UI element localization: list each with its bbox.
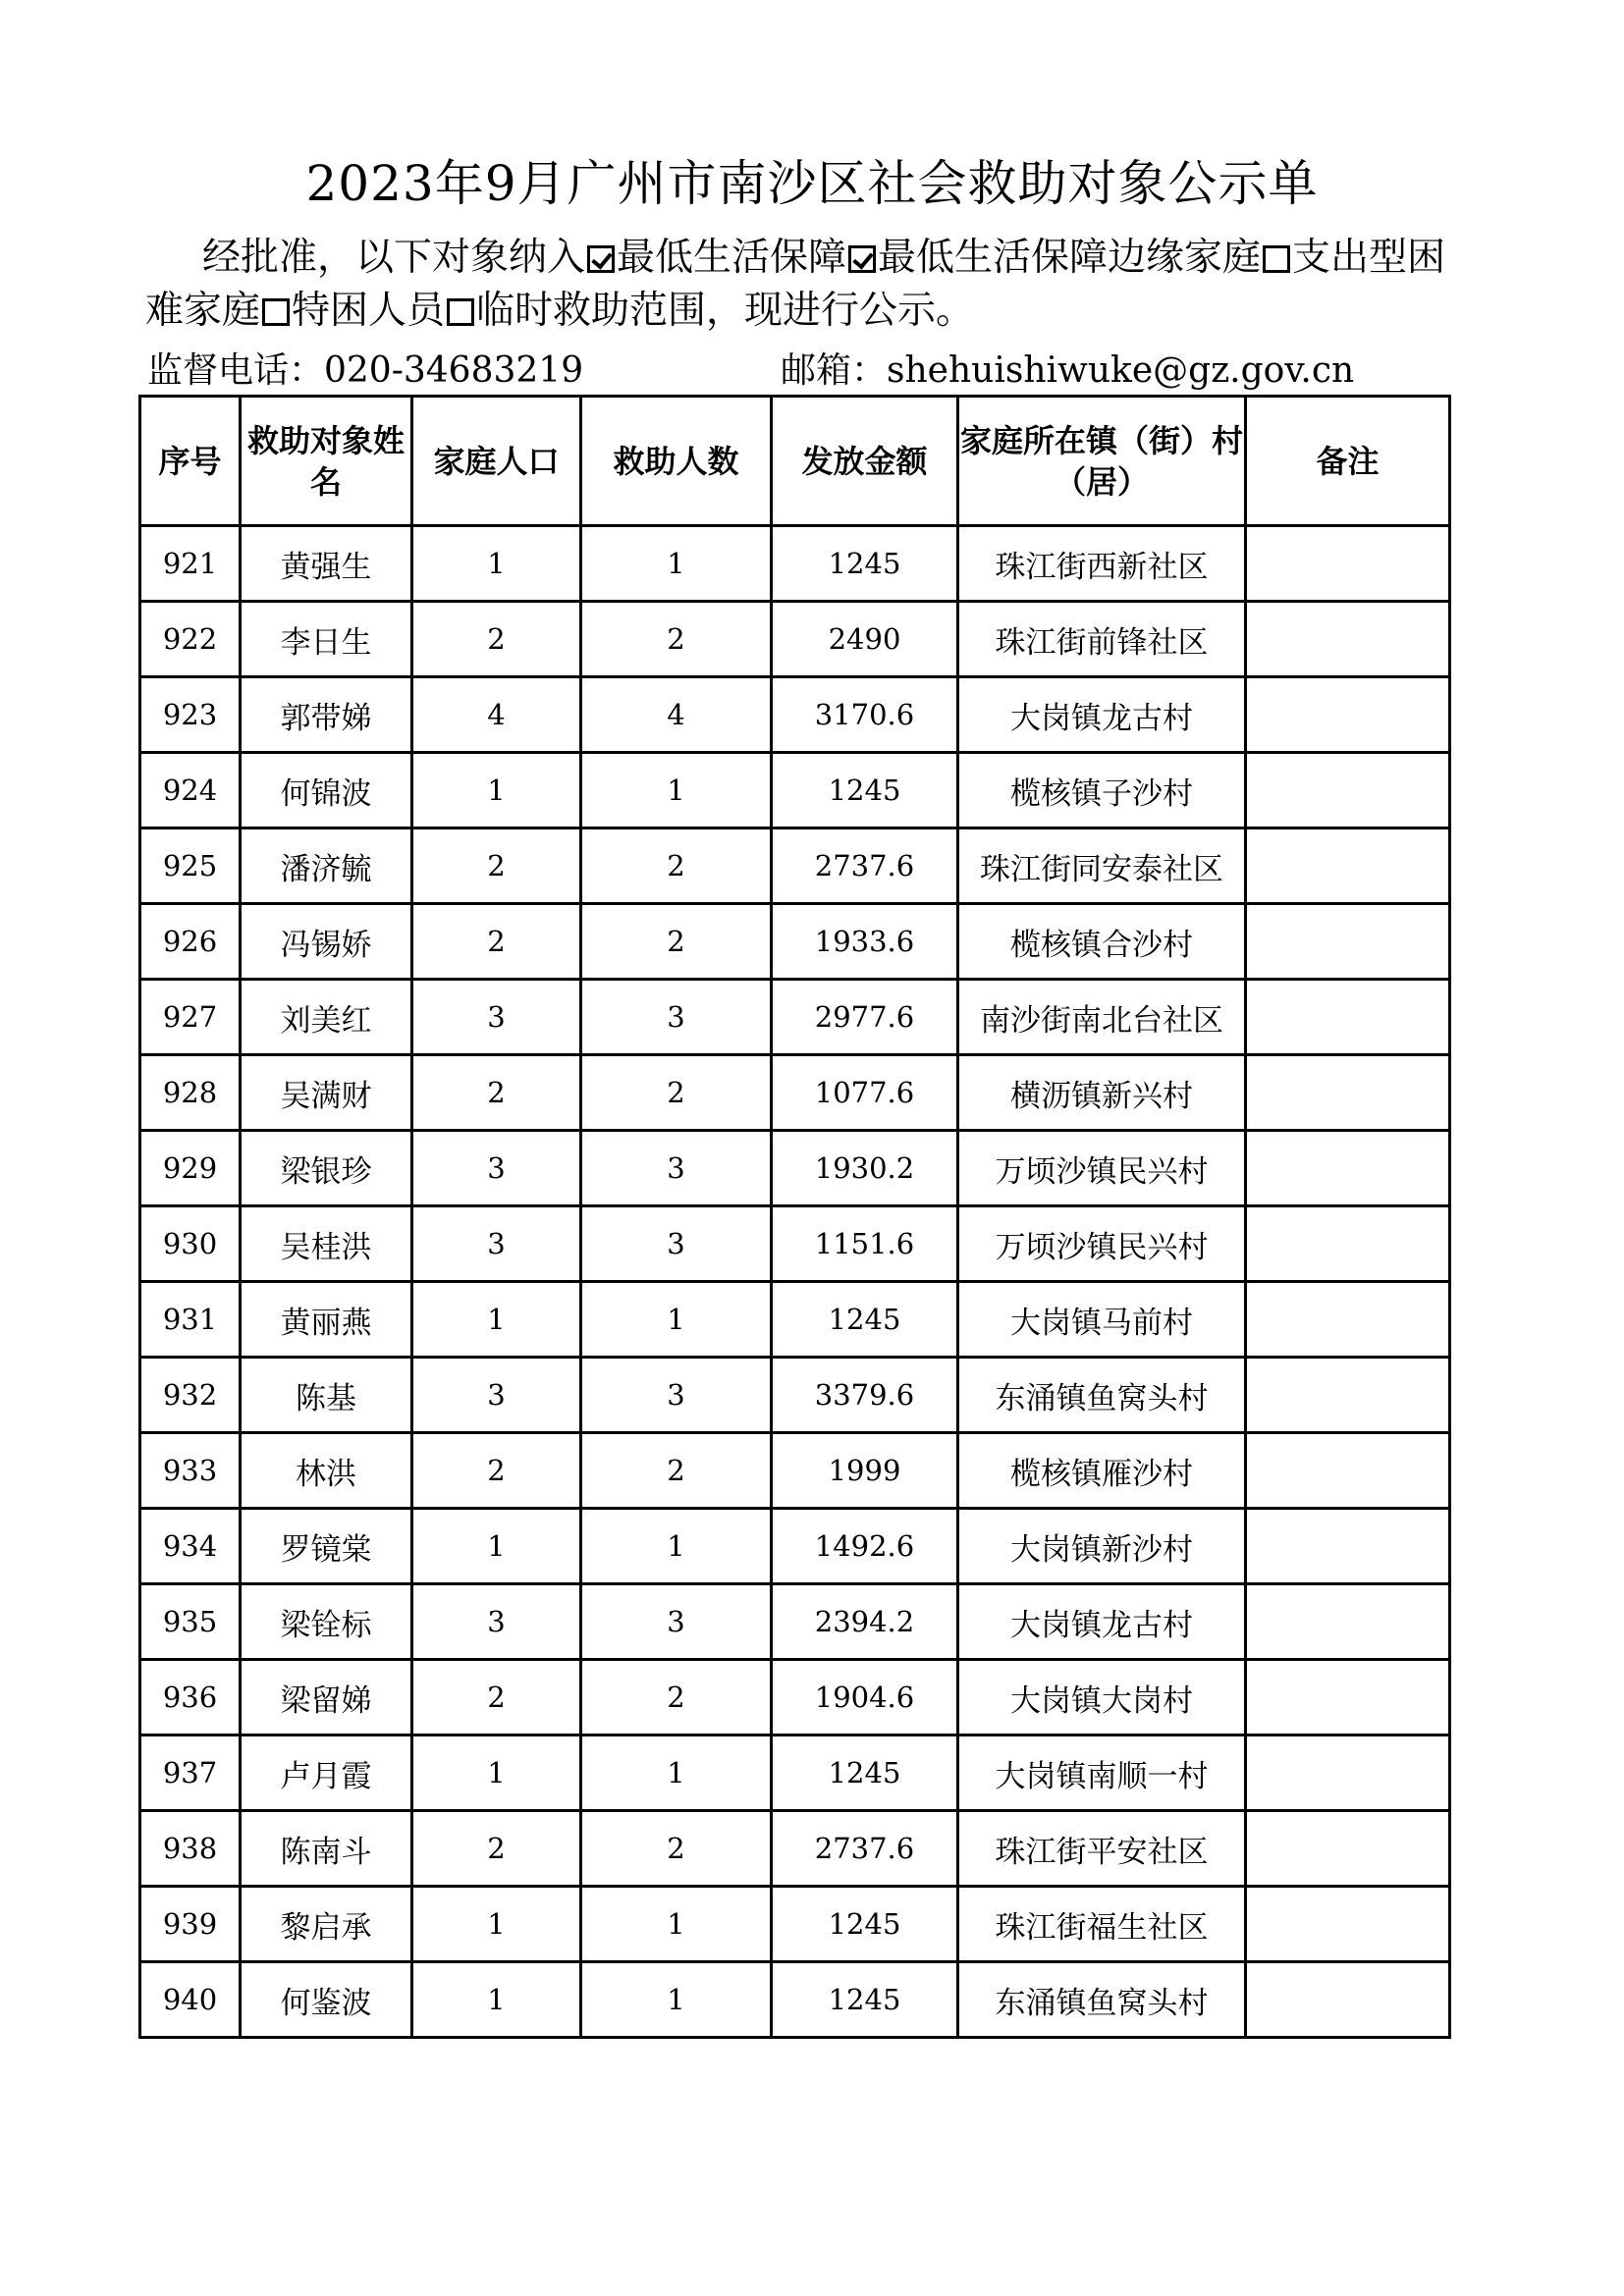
cell-recipient-name: 黎启承 bbox=[241, 1887, 412, 1962]
cell-amount: 1999 bbox=[772, 1433, 958, 1509]
cell-aided-count: 1 bbox=[581, 1735, 772, 1811]
cell-aided-count: 2 bbox=[581, 1433, 772, 1509]
cell-recipient-name: 陈基 bbox=[241, 1358, 412, 1433]
table-row bbox=[140, 904, 1450, 980]
cell-aided-count: 3 bbox=[581, 1206, 772, 1282]
cell-serial-number: 940 bbox=[140, 1962, 241, 2038]
cell-amount: 3170.6 bbox=[772, 677, 958, 753]
header-recipient-name: 救助对象姓名 bbox=[241, 397, 412, 526]
contact-email: 邮箱：shehuishiwuke@gz.gov.cn bbox=[781, 350, 1355, 391]
option-label-marginal: 最低生活保障边缘家庭 bbox=[878, 236, 1262, 280]
cell-location: 东涌镇鱼窝头村 bbox=[958, 1962, 1246, 2038]
header-amount: 发放金额 bbox=[772, 397, 958, 526]
header-household-size: 家庭人口 bbox=[412, 397, 581, 526]
cell-location: 大岗镇新沙村 bbox=[958, 1509, 1246, 1584]
cell-location: 万顷沙镇民兴村 bbox=[958, 1206, 1246, 1282]
cell-aided-count: 2 bbox=[581, 1055, 772, 1131]
intro-prefix: 经批准，以下对象纳入 bbox=[202, 236, 586, 280]
table-row bbox=[140, 677, 1450, 753]
cell-household-size: 1 bbox=[412, 753, 581, 828]
cell-location: 东涌镇鱼窝头村 bbox=[958, 1358, 1246, 1433]
cell-location: 榄核镇子沙村 bbox=[958, 753, 1246, 828]
cell-recipient-name: 李日生 bbox=[241, 602, 412, 677]
cell-aided-count: 1 bbox=[581, 1962, 772, 2038]
table-row bbox=[140, 1735, 1450, 1811]
cell-aided-count: 1 bbox=[581, 526, 772, 602]
cell-remarks bbox=[1246, 904, 1450, 980]
cell-remarks bbox=[1246, 1811, 1450, 1887]
cell-household-size: 2 bbox=[412, 1660, 581, 1735]
cell-amount: 2737.6 bbox=[772, 828, 958, 904]
cell-location: 南沙街南北台社区 bbox=[958, 980, 1246, 1055]
cell-aided-count: 1 bbox=[581, 1282, 772, 1358]
cell-location: 大岗镇大岗村 bbox=[958, 1660, 1246, 1735]
cell-amount: 1151.6 bbox=[772, 1206, 958, 1282]
cell-recipient-name: 梁留娣 bbox=[241, 1660, 412, 1735]
cell-serial-number: 930 bbox=[140, 1206, 241, 1282]
cell-household-size: 1 bbox=[412, 1509, 581, 1584]
cell-household-size: 3 bbox=[412, 1131, 581, 1206]
cell-household-size: 2 bbox=[412, 828, 581, 904]
cell-remarks bbox=[1246, 1887, 1450, 1962]
table-row bbox=[140, 1887, 1450, 1962]
table-row bbox=[140, 1206, 1450, 1282]
cell-household-size: 3 bbox=[412, 1584, 581, 1660]
cell-recipient-name: 梁银珍 bbox=[241, 1131, 412, 1206]
cell-location: 大岗镇龙古村 bbox=[958, 1584, 1246, 1660]
table-row bbox=[140, 526, 1450, 602]
cell-aided-count: 2 bbox=[581, 1811, 772, 1887]
table-row bbox=[140, 828, 1450, 904]
table-row bbox=[140, 1660, 1450, 1735]
cell-aided-count: 1 bbox=[581, 1887, 772, 1962]
table-row bbox=[140, 1433, 1450, 1509]
cell-location: 大岗镇龙古村 bbox=[958, 677, 1246, 753]
cell-recipient-name: 梁铨标 bbox=[241, 1584, 412, 1660]
cell-location: 珠江街西新社区 bbox=[958, 526, 1246, 602]
cell-remarks bbox=[1246, 1584, 1450, 1660]
cell-serial-number: 939 bbox=[140, 1887, 241, 1962]
table-body bbox=[140, 526, 1450, 2038]
checkbox-icon bbox=[848, 245, 876, 273]
cell-amount: 1245 bbox=[772, 526, 958, 602]
cell-location: 榄核镇合沙村 bbox=[958, 904, 1246, 980]
cell-recipient-name: 何锦波 bbox=[241, 753, 412, 828]
cell-household-size: 1 bbox=[412, 1887, 581, 1962]
table-row bbox=[140, 1131, 1450, 1206]
cell-location: 珠江街同安泰社区 bbox=[958, 828, 1246, 904]
page-title: 2023年9月广州市南沙区社会救助对象公示单 bbox=[305, 155, 1319, 212]
cell-amount: 1245 bbox=[772, 1735, 958, 1811]
table-row bbox=[140, 1509, 1450, 1584]
cell-household-size: 1 bbox=[412, 526, 581, 602]
table-row bbox=[140, 1584, 1450, 1660]
recipient-table bbox=[138, 395, 1451, 2039]
cell-household-size: 1 bbox=[412, 1962, 581, 2038]
cell-household-size: 4 bbox=[412, 677, 581, 753]
cell-household-size: 1 bbox=[412, 1735, 581, 1811]
supervision-phone: 监督电话：020-34683219 bbox=[147, 350, 584, 391]
cell-recipient-name: 刘美红 bbox=[241, 980, 412, 1055]
cell-recipient-name: 陈南斗 bbox=[241, 1811, 412, 1887]
cell-serial-number: 938 bbox=[140, 1811, 241, 1887]
cell-remarks bbox=[1246, 1055, 1450, 1131]
cell-serial-number: 931 bbox=[140, 1282, 241, 1358]
cell-amount: 2977.6 bbox=[772, 980, 958, 1055]
cell-recipient-name: 吴满财 bbox=[241, 1055, 412, 1131]
cell-household-size: 2 bbox=[412, 904, 581, 980]
table-row bbox=[140, 1358, 1450, 1433]
cell-serial-number: 936 bbox=[140, 1660, 241, 1735]
cell-serial-number: 932 bbox=[140, 1358, 241, 1433]
table-row bbox=[140, 1811, 1450, 1887]
cell-serial-number: 921 bbox=[140, 526, 241, 602]
cell-amount: 1245 bbox=[772, 1962, 958, 2038]
option-label-subsistence: 最低生活保障 bbox=[617, 236, 847, 280]
cell-remarks bbox=[1246, 1509, 1450, 1584]
cell-remarks bbox=[1246, 677, 1450, 753]
cell-aided-count: 1 bbox=[581, 1509, 772, 1584]
cell-remarks bbox=[1246, 753, 1450, 828]
option-label-temporary: 临时救助 bbox=[476, 289, 630, 333]
cell-location: 大岗镇南顺一村 bbox=[958, 1735, 1246, 1811]
cell-serial-number: 937 bbox=[140, 1735, 241, 1811]
cell-amount: 1904.6 bbox=[772, 1660, 958, 1735]
cell-remarks bbox=[1246, 1433, 1450, 1509]
cell-recipient-name: 吴桂洪 bbox=[241, 1206, 412, 1282]
cell-aided-count: 2 bbox=[581, 904, 772, 980]
table-row bbox=[140, 1962, 1450, 2038]
cell-aided-count: 2 bbox=[581, 602, 772, 677]
cell-household-size: 1 bbox=[412, 1282, 581, 1358]
cell-serial-number: 935 bbox=[140, 1584, 241, 1660]
cell-aided-count: 2 bbox=[581, 1660, 772, 1735]
cell-aided-count: 3 bbox=[581, 1358, 772, 1433]
cell-household-size: 2 bbox=[412, 1811, 581, 1887]
cell-amount: 2394.2 bbox=[772, 1584, 958, 1660]
checkbox-icon bbox=[587, 245, 615, 273]
cell-amount: 3379.6 bbox=[772, 1358, 958, 1433]
cell-serial-number: 925 bbox=[140, 828, 241, 904]
cell-location: 珠江街福生社区 bbox=[958, 1887, 1246, 1962]
cell-recipient-name: 林洪 bbox=[241, 1433, 412, 1509]
cell-remarks bbox=[1246, 1206, 1450, 1282]
cell-serial-number: 928 bbox=[140, 1055, 241, 1131]
cell-amount: 1077.6 bbox=[772, 1055, 958, 1131]
cell-household-size: 2 bbox=[412, 1433, 581, 1509]
cell-amount: 1245 bbox=[772, 1887, 958, 1962]
cell-remarks bbox=[1246, 526, 1450, 602]
header-location: 家庭所在镇（街）村（居） bbox=[958, 397, 1246, 526]
header-remarks: 备注 bbox=[1246, 397, 1450, 526]
cell-household-size: 3 bbox=[412, 980, 581, 1055]
cell-aided-count: 4 bbox=[581, 677, 772, 753]
checkbox-icon bbox=[1263, 245, 1290, 273]
cell-amount: 1245 bbox=[772, 1282, 958, 1358]
option-label-extreme-poverty: 特困人员 bbox=[292, 289, 446, 333]
header-serial-number: 序号 bbox=[140, 397, 241, 526]
cell-aided-count: 3 bbox=[581, 980, 772, 1055]
cell-aided-count: 3 bbox=[581, 1131, 772, 1206]
cell-household-size: 2 bbox=[412, 602, 581, 677]
cell-household-size: 2 bbox=[412, 1055, 581, 1131]
table-header-row bbox=[140, 397, 1450, 526]
intro-paragraph bbox=[145, 232, 1461, 338]
cell-remarks bbox=[1246, 1358, 1450, 1433]
table-row bbox=[140, 753, 1450, 828]
cell-recipient-name: 何鉴波 bbox=[241, 1962, 412, 2038]
cell-recipient-name: 卢月霞 bbox=[241, 1735, 412, 1811]
cell-household-size: 3 bbox=[412, 1358, 581, 1433]
cell-remarks bbox=[1246, 980, 1450, 1055]
checkbox-icon bbox=[262, 298, 290, 326]
cell-serial-number: 927 bbox=[140, 980, 241, 1055]
checkbox-icon bbox=[447, 298, 474, 326]
cell-location: 横沥镇新兴村 bbox=[958, 1055, 1246, 1131]
cell-remarks bbox=[1246, 1660, 1450, 1735]
option-label-expenditure: 支出型困难家庭 bbox=[145, 236, 1446, 333]
cell-remarks bbox=[1246, 602, 1450, 677]
cell-aided-count: 2 bbox=[581, 828, 772, 904]
cell-amount: 1245 bbox=[772, 753, 958, 828]
intro-suffix: 范围，现进行公示。 bbox=[629, 289, 975, 333]
cell-location: 珠江街平安社区 bbox=[958, 1811, 1246, 1887]
cell-amount: 2737.6 bbox=[772, 1811, 958, 1887]
cell-recipient-name: 黄丽燕 bbox=[241, 1282, 412, 1358]
cell-serial-number: 924 bbox=[140, 753, 241, 828]
table-row bbox=[140, 980, 1450, 1055]
cell-serial-number: 929 bbox=[140, 1131, 241, 1206]
cell-serial-number: 922 bbox=[140, 602, 241, 677]
cell-remarks bbox=[1246, 1735, 1450, 1811]
cell-remarks bbox=[1246, 1131, 1450, 1206]
cell-serial-number: 933 bbox=[140, 1433, 241, 1509]
cell-aided-count: 1 bbox=[581, 753, 772, 828]
cell-aided-count: 3 bbox=[581, 1584, 772, 1660]
cell-amount: 1492.6 bbox=[772, 1509, 958, 1584]
table-row bbox=[140, 1055, 1450, 1131]
cell-remarks bbox=[1246, 828, 1450, 904]
cell-location: 榄核镇雁沙村 bbox=[958, 1433, 1246, 1509]
cell-location: 大岗镇马前村 bbox=[958, 1282, 1246, 1358]
cell-serial-number: 934 bbox=[140, 1509, 241, 1584]
cell-recipient-name: 黄强生 bbox=[241, 526, 412, 602]
table-row bbox=[140, 602, 1450, 677]
header-aided-count: 救助人数 bbox=[581, 397, 772, 526]
cell-amount: 1933.6 bbox=[772, 904, 958, 980]
cell-location: 珠江街前锋社区 bbox=[958, 602, 1246, 677]
cell-recipient-name: 冯锡娇 bbox=[241, 904, 412, 980]
cell-serial-number: 926 bbox=[140, 904, 241, 980]
cell-remarks bbox=[1246, 1282, 1450, 1358]
cell-amount: 1930.2 bbox=[772, 1131, 958, 1206]
cell-location: 万顷沙镇民兴村 bbox=[958, 1131, 1246, 1206]
cell-amount: 2490 bbox=[772, 602, 958, 677]
table-row bbox=[140, 1282, 1450, 1358]
cell-recipient-name: 郭带娣 bbox=[241, 677, 412, 753]
cell-serial-number: 923 bbox=[140, 677, 241, 753]
cell-recipient-name: 潘济毓 bbox=[241, 828, 412, 904]
cell-household-size: 3 bbox=[412, 1206, 581, 1282]
cell-remarks bbox=[1246, 1962, 1450, 2038]
cell-recipient-name: 罗镜棠 bbox=[241, 1509, 412, 1584]
